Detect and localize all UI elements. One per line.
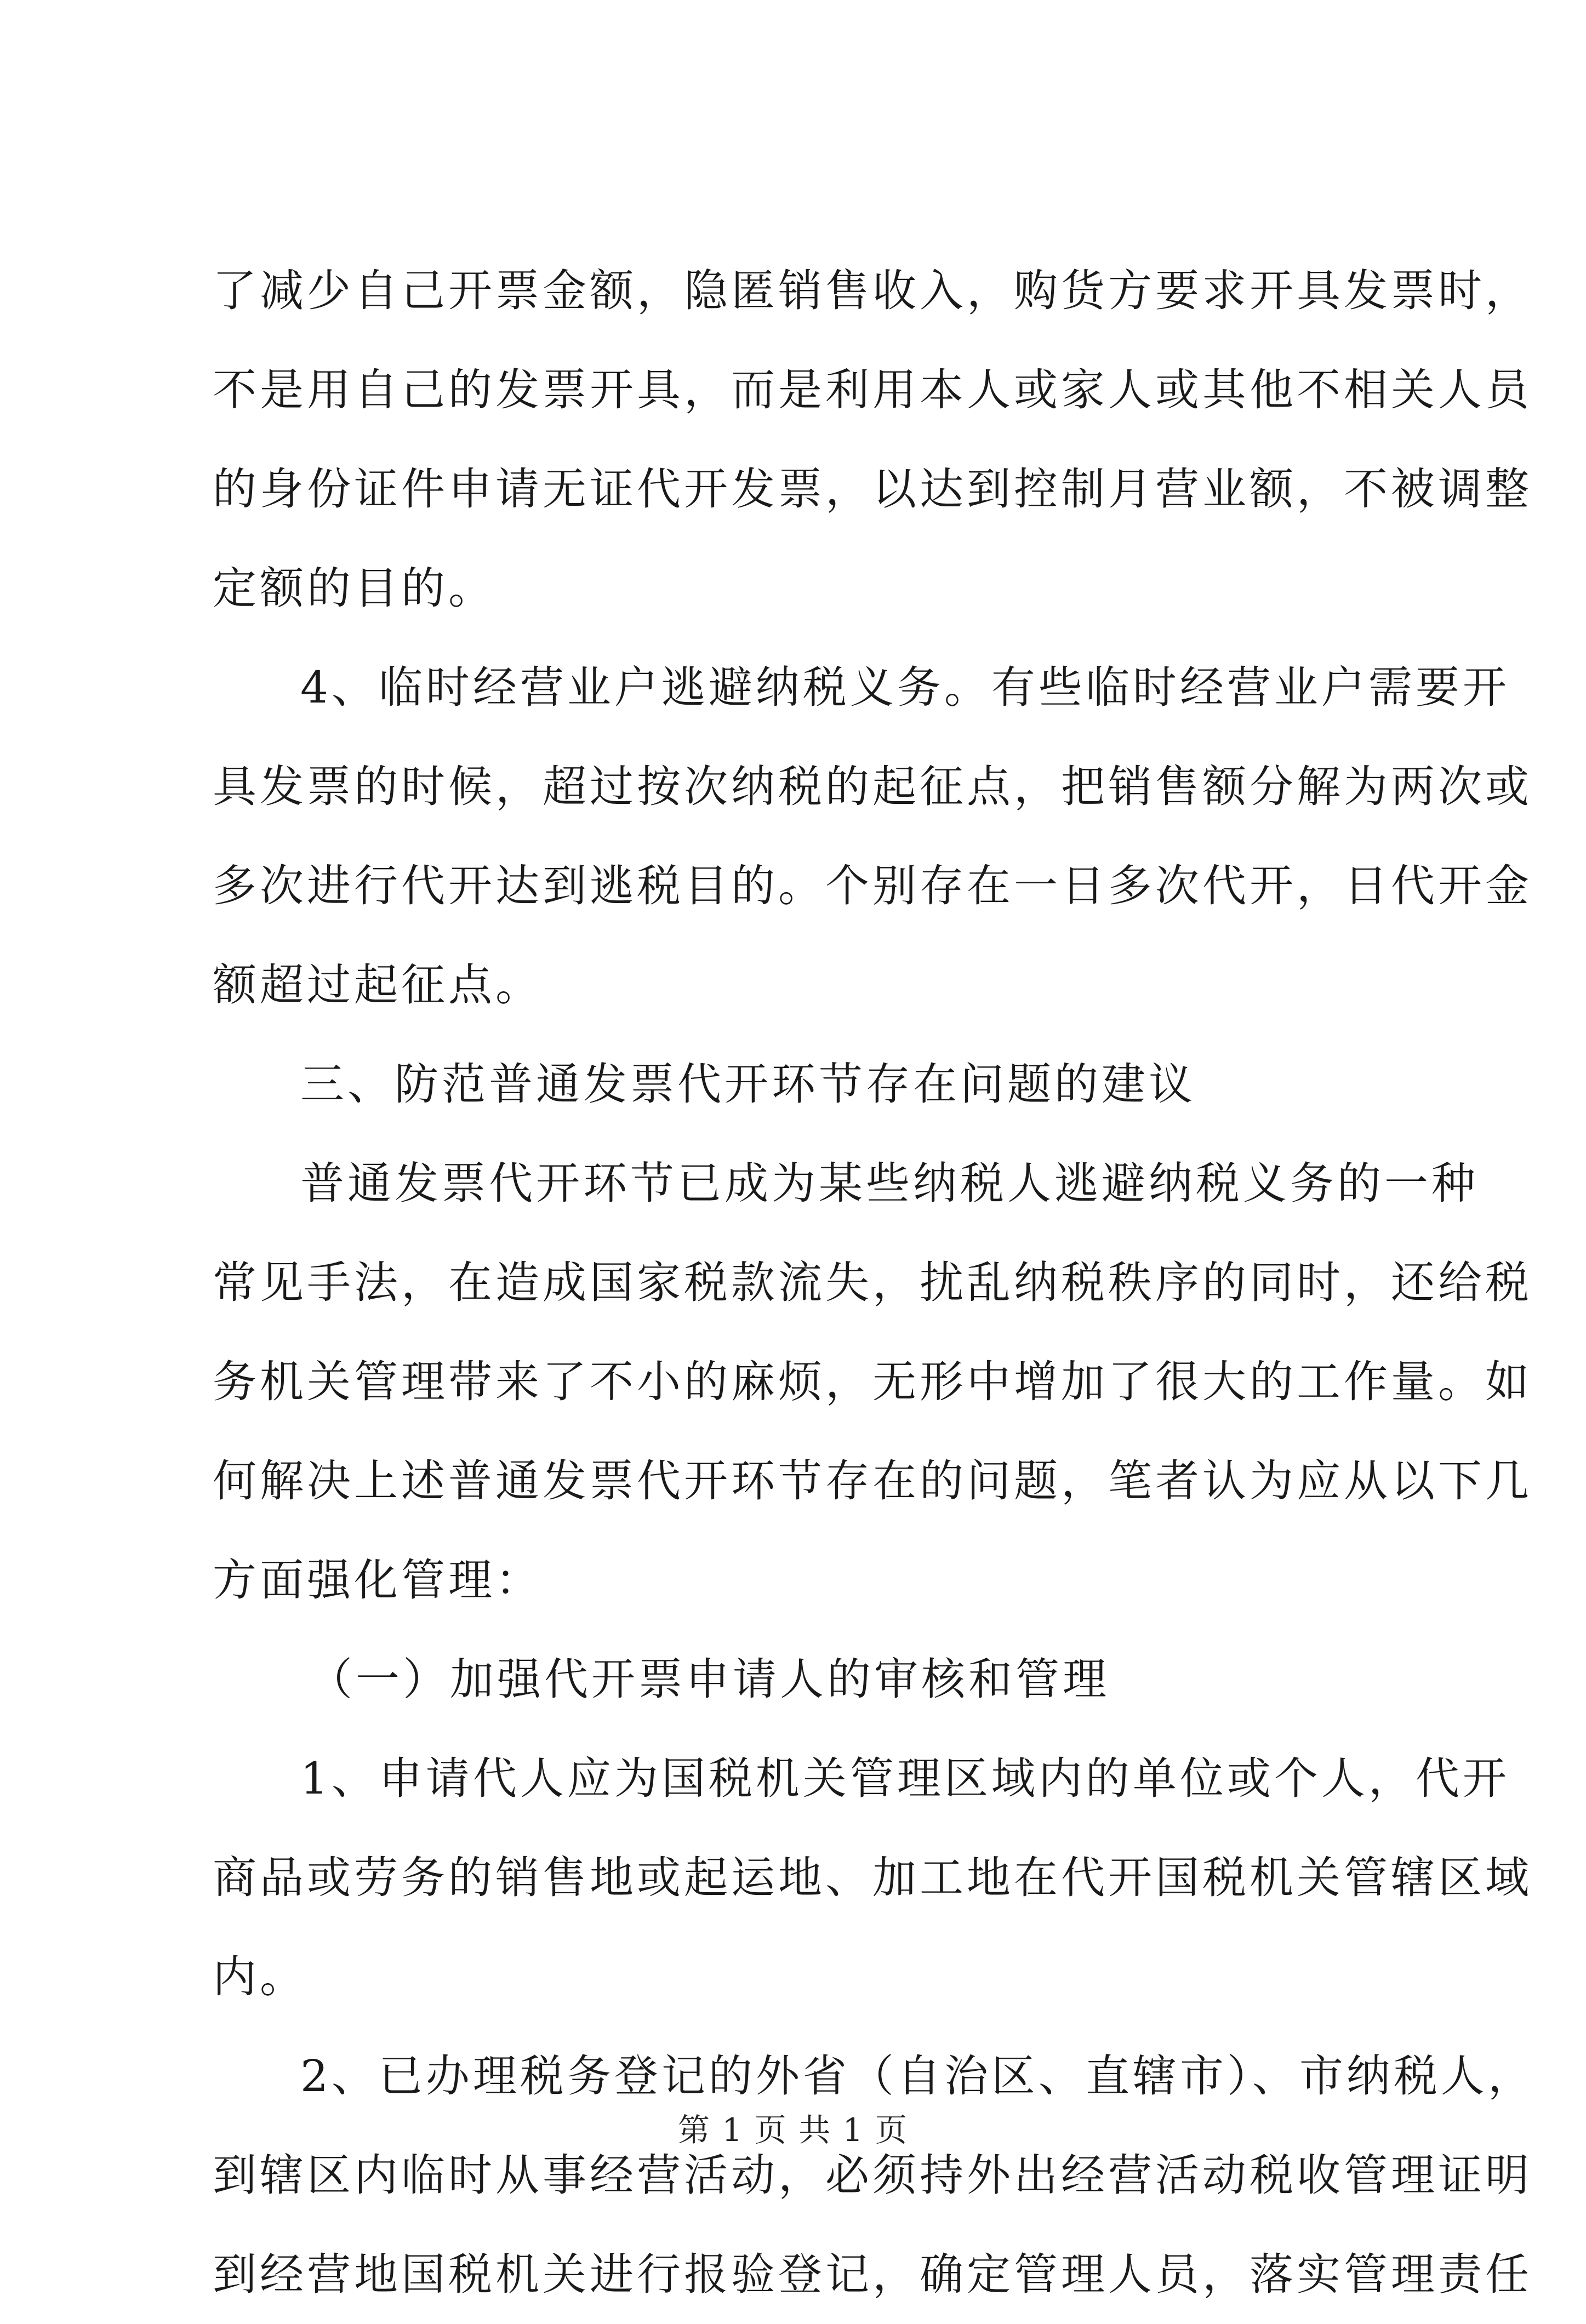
text-line: 1、申请代人应为国税机关管理区域内的单位或个人，代开 [300,1753,1510,1804]
page-number-label: 第 1 页 共 1 页 [678,2111,908,2149]
text-line: 普通发票代开环节已成为某些纳税人逃避纳税义务的一种 [300,1158,1479,1209]
text-line: 的身份证件申请无证代开发票，以达到控制月营业额，不被调整 [213,464,1532,515]
text-line: 了减少自己开票金额，隐匿销售收入，购货方要求开具发票时， [213,265,1532,316]
subsection-heading-text: （一）加强代开票申请人的审核和管理 [309,1654,1110,1705]
text-line: 额超过起征点。 [213,960,543,1010]
text-line: 2、已办理税务登记的外省（自治区、直辖市）、市纳税人， [300,2051,1535,2102]
text-line: 商品或劳务的销售地或起运地、加工地在代开国税机关管辖区域 [213,1852,1532,1903]
text-line: 何解决上述普通发票代开环节存在的问题，笔者认为应从以下几 [213,1455,1532,1506]
paragraph-item-2 [213,2026,1535,2324]
text-line: 常见手法，在造成国家税款流失，扰乱纳税秩序的同时，还给税 [213,1257,1532,1308]
section-heading-text: 三、防范普通发票代开环节存在问题的建议 [300,1059,1196,1110]
text-line: 内。 [213,1951,307,2002]
text-line: 多次进行代开达到逃税目的。个别存在一日多次代开，日代开金 [213,860,1532,911]
paragraph-item-4 [213,638,1532,1035]
paragraph-intro [213,1134,1532,1630]
text-line: 务机关管理带来了不小的麻烦，无形中增加了很大的工作量。如 [213,1356,1532,1407]
text-line: 到经营地国税机关进行报验登记，确定管理人员，落实管理责任 [213,2249,1532,2300]
document-body [213,241,1535,2324]
page-footer [0,2104,1586,2150]
text-line: 到辖区内临时从事经营活动，必须持外出经营活动税收管理证明 [213,2150,1532,2201]
paragraph-item-1 [213,1729,1532,2026]
section-heading [213,1035,1396,1134]
subsection-heading [213,1630,1396,1729]
text-line: 4、临时经营业户逃避纳税义务。有些临时经营业户需要开 [300,662,1510,713]
text-line: 方面强化管理： [213,1555,543,1606]
text-line: 定额的目的。 [213,563,495,614]
text-line: 具发票的时候，超过按次纳税的起征点，把销售额分解为两次或 [213,761,1532,812]
text-line: 不是用自己的发票开具，而是利用本人或家人或其他不相关人员 [213,364,1532,415]
paragraph-continuation [213,241,1532,638]
